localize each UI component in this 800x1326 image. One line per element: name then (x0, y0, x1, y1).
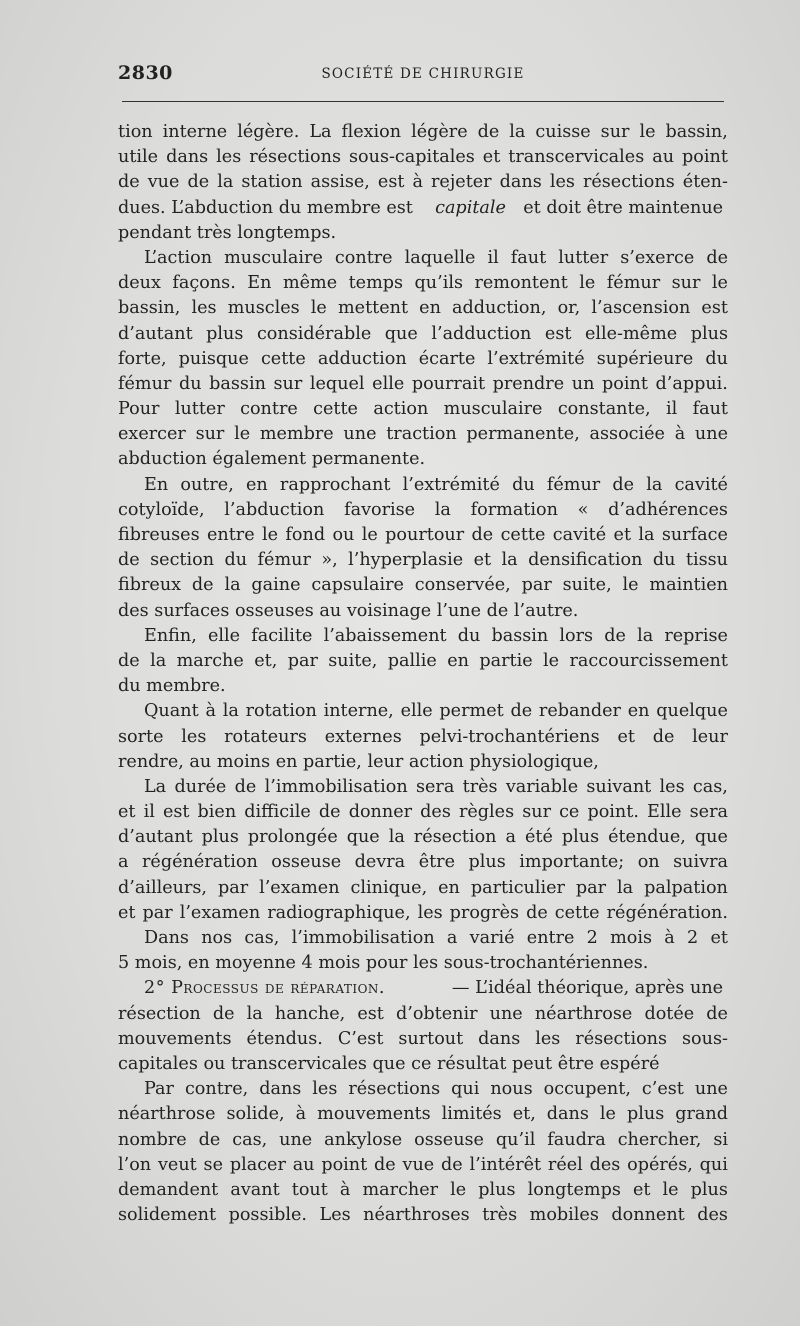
text-line: Par contre, dans les résections qui nous occupent, c’est une (144, 1079, 728, 1100)
text-line: utile dans les résections sous-capitales et transcervicales au point (118, 147, 728, 168)
text-line: fémur du bassin sur lequel elle pourrait prendre un point d’appui. (118, 373, 728, 394)
text-line: demandent avant tout à marcher le plus longtemps et le plus (118, 1179, 728, 1200)
text-line: Dans nos cas, l’immobilisation a varié entre 2 mois à 2 et (144, 928, 728, 948)
text-line: Pour lutter contre cette action musculaire constante, il faut (118, 399, 728, 420)
text-line: rendre, au moins en partie, leur action physiologique, (118, 751, 599, 772)
text-line: néarthrose solide, à mouvements limités et, dans le plus grand (118, 1104, 728, 1125)
page-header (118, 62, 728, 90)
text-line: d’autant plus considérable que l’adduction est elle-même plus (118, 323, 728, 344)
text-line: a régénération osseuse devra être plus importante; on suivra (118, 852, 728, 873)
text-segment: et doit être maintenue (523, 197, 724, 218)
text-line: du membre. (118, 676, 226, 697)
text-line: En outre, en rapprochant l’extrémité du fémur de la cavité (144, 474, 728, 495)
text-line: des surfaces osseuses au voisinage l’une de l’autre. (118, 600, 579, 621)
text-line: capitales ou transcervicales que ce résultat peut être espéré (118, 1053, 660, 1074)
text-line: L’action musculaire contre laquelle il faut lutter s’exerce de (144, 247, 728, 268)
text-line: bassin, les muscles le mettent en adduction, or, l’ascension est (118, 298, 728, 319)
text-line: abduction également permanente. (118, 449, 426, 470)
text-segment: dues. L’abduction du membre est (118, 197, 413, 218)
body-text (118, 120, 728, 1228)
text-line: nombre de cas, une ankylose osseuse qu’il faudra chercher, si (118, 1129, 728, 1150)
header-rule (122, 101, 724, 102)
text-line: forte, puisque cette adduction écarte l’extrémité supérieure du (118, 348, 728, 369)
text-line: résection de la hanche, est d’obtenir une néarthrose dotée de (118, 1003, 728, 1024)
page-number: 2830 (118, 62, 173, 84)
text-line: Enfin, elle facilite l’abaissement du bassin lors de la reprise (144, 625, 728, 646)
text-line: de section du fémur », l’hyperplasie et la densification du tissu (118, 550, 728, 571)
text-line: de vue de la station assise, est à rejeter dans les résections éten- (118, 172, 728, 193)
text-line (118, 196, 728, 221)
text-line: et il est bien difficile de donner des règles sur ce point. Elle sera (118, 802, 728, 823)
italic-word: capitale (435, 197, 506, 218)
text-line: pendant très longtemps. (118, 222, 337, 243)
text-line: solidement possible. Les néarthroses très mobiles donnent des (118, 1205, 728, 1226)
text-line: d’autant plus prolongée que la résection a été plus étendue, que (118, 827, 728, 848)
text-line (118, 976, 728, 1001)
text-line: et par l’examen radiographique, les progrès de cette régénération. (118, 902, 728, 923)
text-line: exercer sur le membre une traction permanente, associée à une (118, 424, 728, 445)
text-line: l’on veut se placer au point de vue de l’intérêt réel des opérés, qui (118, 1154, 728, 1175)
text-line: sorte les rotateurs externes pelvi-trochantériens et de leur (118, 726, 728, 747)
text-line: tion interne légère. La flexion légère de la cuisse sur le bassin, (118, 122, 728, 142)
text-line: fibreux de la gaine capsulaire conservée, par suite, le maintien (118, 575, 728, 596)
text-line: La durée de l’immobilisation sera très variable suivant les cas, (144, 776, 728, 797)
text-line: de la marche et, par suite, pallie en partie le raccourcissement (118, 650, 728, 671)
text-line: 5 mois, en moyenne 4 mois pour les sous-trochantériennes. (118, 953, 649, 974)
text-line: Quant à la rotation interne, elle permet de rebander en quelque (144, 701, 728, 722)
section-heading: 2° Processus de réparation. (144, 978, 386, 999)
text-line: deux façons. En même temps qu’ils remontent le fémur sur le (118, 273, 728, 294)
text-line: fibreuses entre le fond ou le pourtour de cette cavité et la surface (118, 525, 728, 545)
running-title: SOCIÉTÉ DE CHIRURGIE (321, 66, 525, 82)
text-line: cotyloïde, l’abduction favorise la formation « d’adhérences (118, 499, 728, 520)
text-line: mouvements étendus. C’est surtout dans les résections sous- (118, 1028, 728, 1049)
text-segment: — L’idéal théorique, après une (451, 978, 724, 999)
text-line: d’ailleurs, par l’examen clinique, en particulier par la palpation (118, 877, 728, 898)
